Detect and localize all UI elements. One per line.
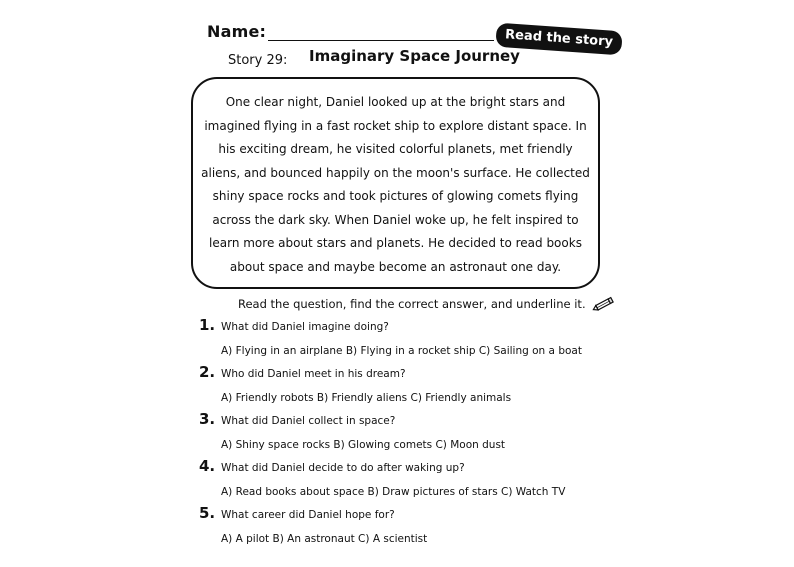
question-item bbox=[199, 316, 639, 363]
question-item bbox=[199, 504, 639, 551]
question-number: 5. bbox=[199, 504, 216, 522]
question-text: What did Daniel imagine doing? bbox=[221, 321, 389, 333]
question-text: What career did Daniel hope for? bbox=[221, 509, 395, 521]
question-number: 4. bbox=[199, 457, 216, 475]
story-box bbox=[191, 77, 600, 289]
question-text: Who did Daniel meet in his dream? bbox=[221, 368, 406, 380]
question-options[interactable]: A) Flying in an airplane B) Flying in a rocket ship C) Sailing on a boat bbox=[221, 345, 582, 357]
question-number: 3. bbox=[199, 410, 216, 428]
question-item bbox=[199, 457, 639, 504]
questions-list bbox=[199, 316, 639, 551]
name-row bbox=[207, 22, 494, 41]
question-item bbox=[199, 363, 639, 410]
story-heading bbox=[228, 47, 520, 68]
question-options[interactable]: A) Shiny space rocks B) Glowing comets C) Moon dust bbox=[221, 439, 506, 451]
instruction-text: Read the question, find the correct answer, and underline it. bbox=[238, 297, 586, 311]
story-title: Imaginary Space Journey bbox=[309, 47, 520, 65]
pencil-icon bbox=[592, 296, 616, 312]
question-options[interactable]: A) Friendly robots B) Friendly aliens C) Friendly animals bbox=[221, 392, 512, 404]
question-text: What did Daniel decide to do after waking up? bbox=[221, 462, 465, 474]
question-number: 1. bbox=[199, 316, 216, 334]
story-number: Story 29: bbox=[228, 53, 288, 68]
question-options[interactable]: A) Read books about space B) Draw pictures of stars C) Watch TV bbox=[221, 486, 566, 498]
question-text: What did Daniel collect in space? bbox=[221, 415, 396, 427]
name-label: Name: bbox=[207, 22, 267, 41]
name-blank-line[interactable] bbox=[268, 24, 494, 41]
story-text: One clear night, Daniel looked up at the bright stars and imagined flying in a fast rocket ship to explore distant space. In his exciting dream, he visited colorful planets, met friendly aliens, and bounced happily on the moon's surface. He collected shiny space rocks and took pictures of glowing comets flying across the dark sky. When Daniel woke up, he felt inspired to learn more about stars and planets. He decided to read books about space and maybe become an astronaut one day. bbox=[201, 95, 590, 274]
question-number: 2. bbox=[199, 363, 216, 381]
question-options[interactable]: A) A pilot B) An astronaut C) A scientist bbox=[221, 533, 428, 545]
read-the-story-badge: Read the story bbox=[495, 23, 622, 56]
question-item bbox=[199, 410, 639, 457]
instruction-row bbox=[238, 296, 616, 312]
